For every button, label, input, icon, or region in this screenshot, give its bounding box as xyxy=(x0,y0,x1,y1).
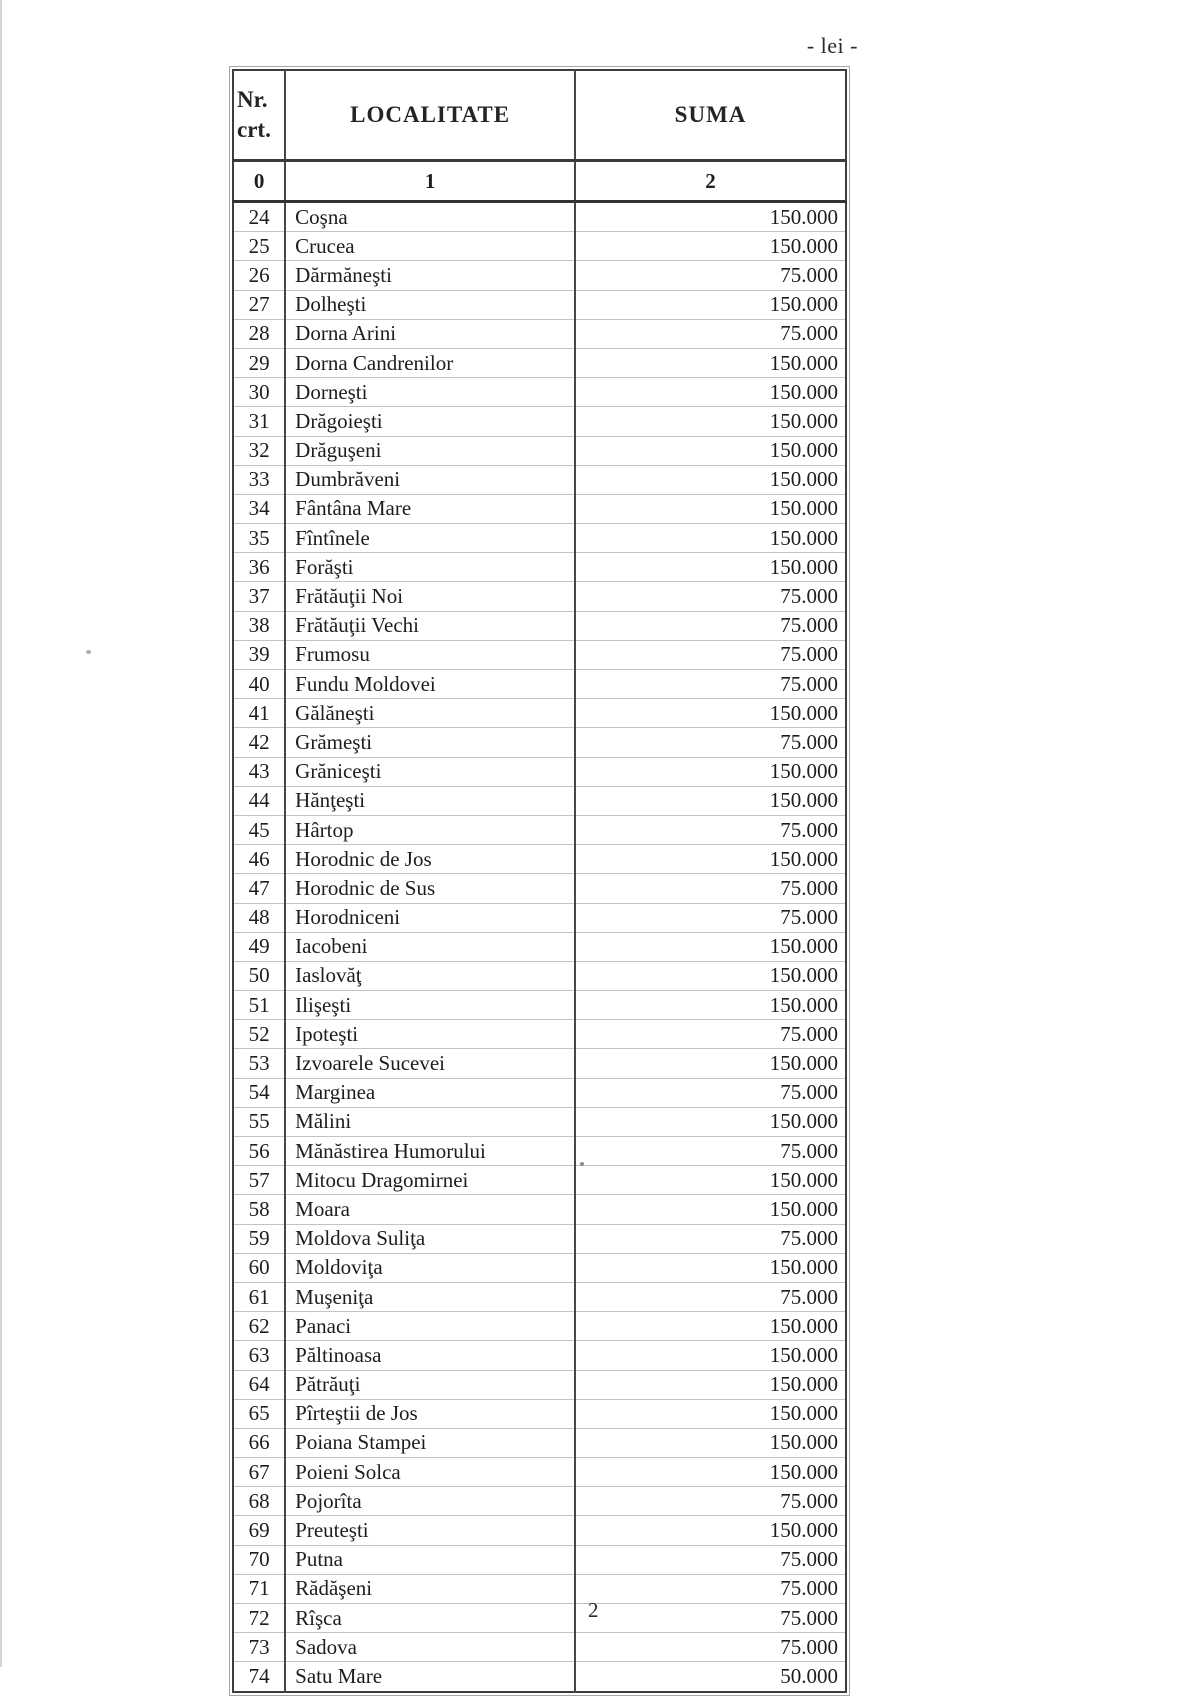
table-row xyxy=(233,1049,846,1078)
table-row xyxy=(233,261,846,290)
suma-cell: 150.000 xyxy=(575,378,846,407)
nr-cell: 57 xyxy=(233,1166,285,1195)
allocation-table xyxy=(229,66,850,1696)
nr-cell: 36 xyxy=(233,553,285,582)
locality-cell: Fundu Moldovei xyxy=(285,670,575,699)
table-row xyxy=(233,290,846,319)
nr-cell: 54 xyxy=(233,1078,285,1107)
table-row xyxy=(233,1633,846,1662)
locality-cell: Rădăşeni xyxy=(285,1574,575,1603)
nr-cell: 32 xyxy=(233,436,285,465)
table-row xyxy=(233,348,846,377)
locality-cell: Ipoteşti xyxy=(285,1020,575,1049)
locality-cell: Poiana Stampei xyxy=(285,1428,575,1457)
nr-cell: 70 xyxy=(233,1545,285,1574)
locality-cell: Panaci xyxy=(285,1312,575,1341)
nr-cell: 58 xyxy=(233,1195,285,1224)
table-header-row xyxy=(233,70,846,161)
suma-cell: 150.000 xyxy=(575,757,846,786)
nr-cell: 51 xyxy=(233,991,285,1020)
nr-cell: 39 xyxy=(233,640,285,669)
header-nr-line2: crt. xyxy=(237,117,271,142)
suma-cell: 75.000 xyxy=(575,815,846,844)
suma-cell: 150.000 xyxy=(575,1166,846,1195)
suma-cell: 150.000 xyxy=(575,436,846,465)
suma-cell: 75.000 xyxy=(575,728,846,757)
header-suma: SUMA xyxy=(575,70,846,161)
suma-cell: 150.000 xyxy=(575,290,846,319)
locality-cell: Forăşti xyxy=(285,553,575,582)
suma-cell: 150.000 xyxy=(575,961,846,990)
locality-cell: Drăgoieşti xyxy=(285,407,575,436)
suma-cell: 150.000 xyxy=(575,1516,846,1545)
table-row xyxy=(233,1516,846,1545)
table-row xyxy=(233,903,846,932)
locality-cell: Moldoviţa xyxy=(285,1253,575,1282)
locality-cell: Fîntînele xyxy=(285,524,575,553)
suma-cell: 150.000 xyxy=(575,1399,846,1428)
suma-cell: 150.000 xyxy=(575,407,846,436)
suma-cell: 150.000 xyxy=(575,845,846,874)
table-row xyxy=(233,640,846,669)
table-row xyxy=(233,524,846,553)
nr-cell: 66 xyxy=(233,1428,285,1457)
suma-cell: 150.000 xyxy=(575,1458,846,1487)
nr-cell: 67 xyxy=(233,1458,285,1487)
locality-cell: Izvoarele Sucevei xyxy=(285,1049,575,1078)
suma-cell: 75.000 xyxy=(575,1574,846,1603)
nr-cell: 63 xyxy=(233,1341,285,1370)
table-row xyxy=(233,202,846,232)
nr-cell: 72 xyxy=(233,1604,285,1633)
nr-cell: 61 xyxy=(233,1282,285,1311)
nr-cell: 42 xyxy=(233,728,285,757)
nr-cell: 55 xyxy=(233,1107,285,1136)
locality-cell: Crucea xyxy=(285,232,575,261)
allocation-table-grid xyxy=(232,69,847,1693)
locality-cell: Moara xyxy=(285,1195,575,1224)
suma-cell: 150.000 xyxy=(575,1428,846,1457)
locality-cell: Putna xyxy=(285,1545,575,1574)
scan-speck xyxy=(580,1162,584,1166)
locality-cell: Mitocu Dragomirnei xyxy=(285,1166,575,1195)
table-body xyxy=(233,202,846,1692)
table-row xyxy=(233,1458,846,1487)
nr-cell: 26 xyxy=(233,261,285,290)
table-row xyxy=(233,1662,846,1692)
suma-cell: 150.000 xyxy=(575,348,846,377)
suma-cell: 75.000 xyxy=(575,640,846,669)
nr-cell: 40 xyxy=(233,670,285,699)
table-row xyxy=(233,728,846,757)
index-cell-2: 2 xyxy=(575,161,846,202)
suma-cell: 150.000 xyxy=(575,465,846,494)
table-row xyxy=(233,1428,846,1457)
locality-cell: Preuteşti xyxy=(285,1516,575,1545)
table-row xyxy=(233,1399,846,1428)
nr-cell: 35 xyxy=(233,524,285,553)
nr-cell: 47 xyxy=(233,874,285,903)
suma-cell: 75.000 xyxy=(575,1137,846,1166)
table-row xyxy=(233,1312,846,1341)
nr-cell: 29 xyxy=(233,348,285,377)
suma-cell: 150.000 xyxy=(575,699,846,728)
table-row xyxy=(233,232,846,261)
nr-cell: 44 xyxy=(233,786,285,815)
locality-cell: Moldova Suliţa xyxy=(285,1224,575,1253)
locality-cell: Marginea xyxy=(285,1078,575,1107)
locality-cell: Dolheşti xyxy=(285,290,575,319)
locality-cell: Drăguşeni xyxy=(285,436,575,465)
header-localitate: LOCALITATE xyxy=(285,70,575,161)
locality-cell: Dorna Candrenilor xyxy=(285,348,575,377)
suma-cell: 150.000 xyxy=(575,202,846,232)
suma-cell: 75.000 xyxy=(575,1224,846,1253)
nr-cell: 71 xyxy=(233,1574,285,1603)
table-row xyxy=(233,1020,846,1049)
suma-cell: 150.000 xyxy=(575,553,846,582)
locality-cell: Sadova xyxy=(285,1633,575,1662)
suma-cell: 75.000 xyxy=(575,582,846,611)
nr-cell: 31 xyxy=(233,407,285,436)
nr-cell: 24 xyxy=(233,202,285,232)
locality-cell: Poieni Solca xyxy=(285,1458,575,1487)
scan-edge-line xyxy=(0,0,2,1667)
suma-cell: 150.000 xyxy=(575,1253,846,1282)
nr-cell: 46 xyxy=(233,845,285,874)
scan-speck xyxy=(86,650,91,654)
table-row xyxy=(233,815,846,844)
suma-cell: 150.000 xyxy=(575,1341,846,1370)
table-row xyxy=(233,1282,846,1311)
locality-cell: Pîrteştii de Jos xyxy=(285,1399,575,1428)
locality-cell: Dumbrăveni xyxy=(285,465,575,494)
table-row xyxy=(233,465,846,494)
table-row xyxy=(233,932,846,961)
nr-cell: 30 xyxy=(233,378,285,407)
locality-cell: Hârtop xyxy=(285,815,575,844)
suma-cell: 50.000 xyxy=(575,1662,846,1692)
table-row xyxy=(233,1574,846,1603)
page-number: 2 xyxy=(588,1598,599,1622)
nr-cell: 28 xyxy=(233,319,285,348)
table-row xyxy=(233,1253,846,1282)
locality-cell: Horodnic de Jos xyxy=(285,845,575,874)
suma-cell: 75.000 xyxy=(575,903,846,932)
table-row xyxy=(233,553,846,582)
suma-cell: 75.000 xyxy=(575,319,846,348)
locality-cell: Muşeniţa xyxy=(285,1282,575,1311)
locality-cell: Mălini xyxy=(285,1107,575,1136)
table-row xyxy=(233,1195,846,1224)
table-row xyxy=(233,436,846,465)
locality-cell: Fântâna Mare xyxy=(285,494,575,523)
suma-cell: 75.000 xyxy=(575,1020,846,1049)
table-row xyxy=(233,1487,846,1516)
table-row xyxy=(233,1370,846,1399)
nr-cell: 52 xyxy=(233,1020,285,1049)
nr-cell: 43 xyxy=(233,757,285,786)
locality-cell: Frătăuţii Vechi xyxy=(285,611,575,640)
suma-cell: 150.000 xyxy=(575,1049,846,1078)
nr-cell: 50 xyxy=(233,961,285,990)
table-row xyxy=(233,699,846,728)
suma-cell: 75.000 xyxy=(575,611,846,640)
suma-cell: 75.000 xyxy=(575,1078,846,1107)
locality-cell: Dorna Arini xyxy=(285,319,575,348)
nr-cell: 27 xyxy=(233,290,285,319)
locality-cell: Mănăstirea Humorului xyxy=(285,1137,575,1166)
locality-cell: Iaslovăţ xyxy=(285,961,575,990)
index-cell-0: 0 xyxy=(233,161,285,202)
suma-cell: 150.000 xyxy=(575,1195,846,1224)
table-row xyxy=(233,874,846,903)
table-row xyxy=(233,1107,846,1136)
table-row xyxy=(233,319,846,348)
table-row xyxy=(233,407,846,436)
nr-cell: 62 xyxy=(233,1312,285,1341)
locality-cell: Frătăuţii Noi xyxy=(285,582,575,611)
table-row xyxy=(233,611,846,640)
suma-cell: 150.000 xyxy=(575,786,846,815)
suma-cell: 150.000 xyxy=(575,1312,846,1341)
nr-cell: 45 xyxy=(233,815,285,844)
locality-cell: Frumosu xyxy=(285,640,575,669)
nr-cell: 33 xyxy=(233,465,285,494)
table-row xyxy=(233,1137,846,1166)
suma-cell: 150.000 xyxy=(575,991,846,1020)
nr-cell: 56 xyxy=(233,1137,285,1166)
suma-cell: 75.000 xyxy=(575,1282,846,1311)
locality-cell: Dorneşti xyxy=(285,378,575,407)
locality-cell: Horodnic de Sus xyxy=(285,874,575,903)
header-nr-crt xyxy=(233,70,285,161)
table-row xyxy=(233,582,846,611)
locality-cell: Gălăneşti xyxy=(285,699,575,728)
suma-cell: 150.000 xyxy=(575,232,846,261)
nr-cell: 68 xyxy=(233,1487,285,1516)
suma-cell: 150.000 xyxy=(575,524,846,553)
table-row xyxy=(233,786,846,815)
suma-cell: 75.000 xyxy=(575,1545,846,1574)
header-nr-line1: Nr. xyxy=(237,87,268,113)
suma-cell: 75.000 xyxy=(575,261,846,290)
table-row xyxy=(233,961,846,990)
locality-cell: Păltinoasa xyxy=(285,1341,575,1370)
locality-cell: Iacobeni xyxy=(285,932,575,961)
locality-cell: Hănţeşti xyxy=(285,786,575,815)
nr-cell: 49 xyxy=(233,932,285,961)
table-row xyxy=(233,494,846,523)
nr-cell: 41 xyxy=(233,699,285,728)
suma-cell: 150.000 xyxy=(575,932,846,961)
nr-cell: 64 xyxy=(233,1370,285,1399)
table-row xyxy=(233,1341,846,1370)
locality-cell: Horodniceni xyxy=(285,903,575,932)
locality-cell: Rîşca xyxy=(285,1604,575,1633)
table-row xyxy=(233,1545,846,1574)
suma-cell: 75.000 xyxy=(575,1633,846,1662)
suma-cell: 75.000 xyxy=(575,1487,846,1516)
locality-cell: Grăniceşti xyxy=(285,757,575,786)
index-cell-1: 1 xyxy=(285,161,575,202)
locality-cell: Coşna xyxy=(285,202,575,232)
table-row xyxy=(233,670,846,699)
nr-cell: 48 xyxy=(233,903,285,932)
table-row xyxy=(233,1166,846,1195)
locality-cell: Ilişeşti xyxy=(285,991,575,1020)
table-row xyxy=(233,1078,846,1107)
nr-cell: 37 xyxy=(233,582,285,611)
nr-cell: 74 xyxy=(233,1662,285,1692)
table-row xyxy=(233,991,846,1020)
column-index-row xyxy=(233,161,846,202)
suma-cell: 75.000 xyxy=(575,1604,846,1633)
locality-cell: Satu Mare xyxy=(285,1662,575,1692)
nr-cell: 38 xyxy=(233,611,285,640)
suma-cell: 150.000 xyxy=(575,1370,846,1399)
table-row xyxy=(233,757,846,786)
suma-cell: 75.000 xyxy=(575,874,846,903)
nr-cell: 69 xyxy=(233,1516,285,1545)
nr-cell: 25 xyxy=(233,232,285,261)
table-row xyxy=(233,378,846,407)
suma-cell: 75.000 xyxy=(575,670,846,699)
table-row xyxy=(233,1224,846,1253)
nr-cell: 53 xyxy=(233,1049,285,1078)
nr-cell: 60 xyxy=(233,1253,285,1282)
locality-cell: Pojorîta xyxy=(285,1487,575,1516)
currency-unit-label: - lei - xyxy=(806,33,858,58)
locality-cell: Pătrăuţi xyxy=(285,1370,575,1399)
nr-cell: 34 xyxy=(233,494,285,523)
locality-cell: Dărmăneşti xyxy=(285,261,575,290)
table-row xyxy=(233,1604,846,1633)
nr-cell: 65 xyxy=(233,1399,285,1428)
locality-cell: Grămeşti xyxy=(285,728,575,757)
suma-cell: 150.000 xyxy=(575,1107,846,1136)
suma-cell: 150.000 xyxy=(575,494,846,523)
nr-cell: 59 xyxy=(233,1224,285,1253)
table-row xyxy=(233,845,846,874)
nr-cell: 73 xyxy=(233,1633,285,1662)
